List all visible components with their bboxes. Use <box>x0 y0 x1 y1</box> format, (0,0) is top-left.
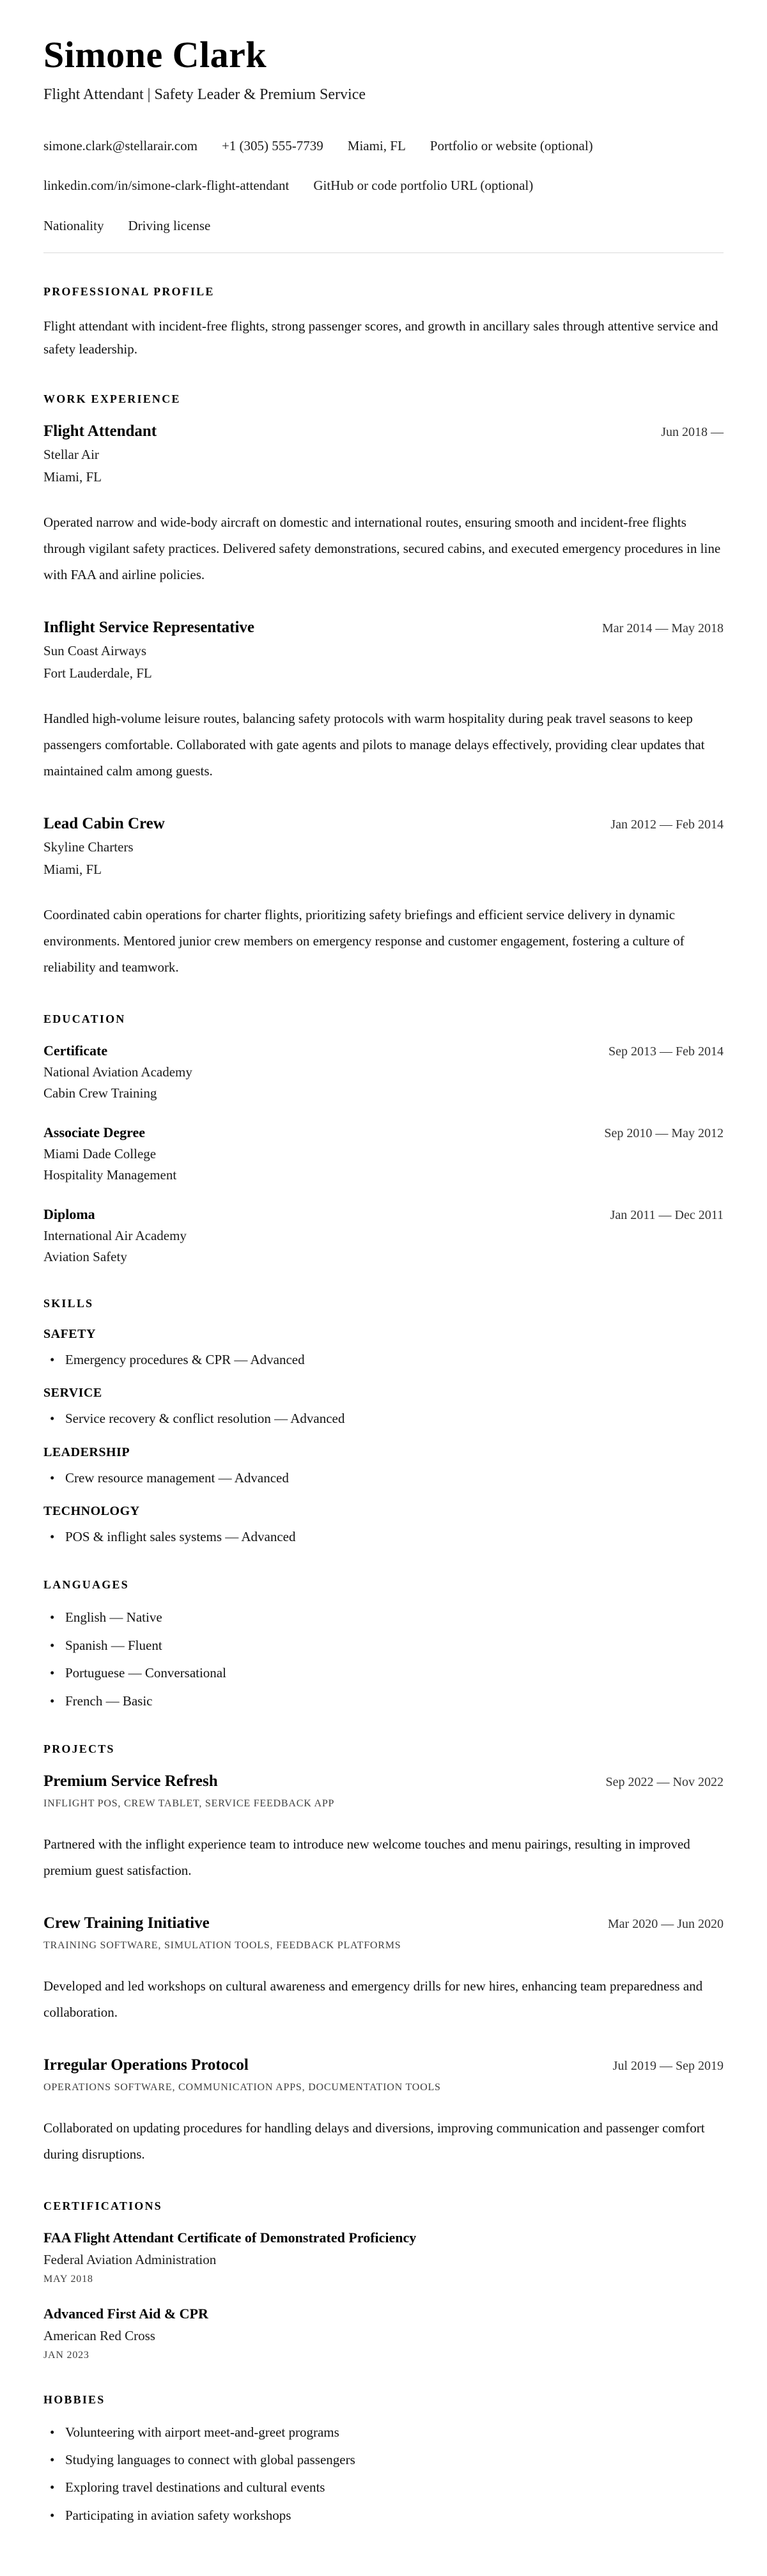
contact-row-2 <box>43 176 724 194</box>
skill-category: SERVICE <box>43 1386 102 1401</box>
header-divider <box>43 252 724 253</box>
project-tools: INFLIGHT POS, CREW TABLET, SERVICE FEEDBACK APP <box>43 1797 335 1809</box>
job-location: Miami, FL <box>43 861 102 877</box>
location: Miami, FL <box>347 137 406 153</box>
field-of-study: Hospitality Management <box>43 1167 177 1183</box>
work-entry <box>43 815 724 981</box>
job-description: Coordinated cabin operations for charter flights, prioritizing safety briefings and efficient service delivery in dynamic environments. Mentored junior crew members on emergency response and customer engagement, fostering a culture of reliability and teamwork. <box>43 906 685 975</box>
job-dates: Jun 2018 — <box>661 425 724 440</box>
degree: Certificate <box>43 1042 108 1059</box>
certification-date: MAY 2018 <box>43 2273 93 2285</box>
skill-list <box>43 1469 724 1487</box>
degree: Diploma <box>43 1206 95 1222</box>
section-heading-work: WORK EXPERIENCE <box>43 392 181 406</box>
work-entry-header <box>43 423 724 440</box>
certification-issuer: Federal Aviation Administration <box>43 2251 217 2267</box>
degree: Associate Degree <box>43 1124 146 1140</box>
section-heading-languages: LANGUAGES <box>43 1578 129 1592</box>
job-company: Sun Coast Airways <box>43 643 147 659</box>
skill-group-service <box>43 1386 724 1428</box>
skill-list <box>43 1528 724 1546</box>
project-title: Premium Service Refresh <box>43 1772 218 1790</box>
project-entry-header <box>43 1773 724 1790</box>
section-projects <box>43 1742 724 2168</box>
education-entry <box>43 1043 724 1101</box>
hobby-item: • Volunteering with airport meet-and-greet programs <box>43 2423 724 2442</box>
skill-category: LEADERSHIP <box>43 1445 130 1459</box>
project-tools: OPERATIONS SOFTWARE, COMMUNICATION APPS, DOCUMENTATION TOOLS <box>43 2081 441 2093</box>
hobby-item: • Participating in aviation safety workshops <box>43 2506 724 2525</box>
education-entry-header <box>43 1124 724 1141</box>
section-hobbies <box>43 2393 724 2526</box>
skill-group-technology <box>43 1504 724 1546</box>
section-professional-profile <box>43 285 724 361</box>
education-dates: Sep 2013 — Feb 2014 <box>608 1044 724 1059</box>
school: National Aviation Academy <box>43 1064 192 1080</box>
education-entry <box>43 1206 724 1265</box>
job-title: Inflight Service Representative <box>43 619 255 637</box>
certification-name: Advanced First Aid & CPR <box>43 2305 208 2322</box>
education-entry <box>43 1124 724 1183</box>
language-item: • Portuguese — Conversational <box>43 1664 724 1682</box>
email: simone.clark@stellarair.com <box>43 137 198 153</box>
project-dates: Mar 2020 — Jun 2020 <box>607 1916 724 1931</box>
job-description: Handled high-volume leisure routes, balancing safety protocols with warm hospitality during peak travel seasons to keep passengers comfortable. Collaborated with gate agents and pilots to manage delays effectively, providing clear updates that maintained calm among guests. <box>43 711 705 779</box>
section-education <box>43 1013 724 1265</box>
work-entry <box>43 619 724 784</box>
job-dates: Jan 2012 — Feb 2014 <box>610 817 724 832</box>
skill-category: TECHNOLOGY <box>43 1503 140 1518</box>
work-entry-header <box>43 815 724 833</box>
job-dates: Mar 2014 — May 2018 <box>602 621 724 636</box>
job-company: Skyline Charters <box>43 839 134 855</box>
work-entry <box>43 423 724 588</box>
school: International Air Academy <box>43 1227 187 1243</box>
certification-issuer: American Red Cross <box>43 2327 155 2343</box>
section-heading-projects: PROJECTS <box>43 1742 115 1755</box>
field-of-study: Aviation Safety <box>43 1248 127 1264</box>
skill-item: • Service recovery & conflict resolution — Advanced <box>43 1409 724 1428</box>
candidate-name: Simone Clark <box>43 34 267 75</box>
language-item: • English — Native <box>43 1608 724 1627</box>
education-entry-header <box>43 1206 724 1223</box>
phone: +1 (305) 555-7739 <box>221 137 323 153</box>
section-heading-profile: PROFESSIONAL PROFILE <box>43 284 215 298</box>
job-description: Operated narrow and wide-body aircraft on domestic and international routes, ensuring smooth and incident-free flights through vigilant safety practices. Delivered safety demonstrations, secured cabins, and executed emergency procedures in line with FAA and airline policies. <box>43 515 721 583</box>
project-description: Collaborated on updating procedures for handling delays and diversions, improving communication and passenger comfort during disruptions. <box>43 2120 705 2162</box>
driving-license-placeholder: Driving license <box>128 217 211 233</box>
github-placeholder: GitHub or code portfolio URL (optional) <box>313 178 534 194</box>
project-entry-header <box>43 1914 724 1932</box>
project-tools: TRAINING SOFTWARE, SIMULATION TOOLS, FEEDBACK PLATFORMS <box>43 1939 401 1951</box>
project-entry <box>43 1773 724 1884</box>
skill-item: • Emergency procedures & CPR — Advanced <box>43 1351 724 1369</box>
certification-name: FAA Flight Attendant Certificate of Demonstrated Proficiency <box>43 2229 417 2246</box>
school: Miami Dade College <box>43 1145 157 1161</box>
certification-date: JAN 2023 <box>43 2349 89 2361</box>
project-description: Partnered with the inflight experience team to introduce new welcome touches and menu pairings, resulting in improved premium guest satisfaction. <box>43 1836 690 1878</box>
portfolio-placeholder: Portfolio or website (optional) <box>430 137 593 153</box>
hobby-list <box>43 2423 724 2526</box>
job-location: Fort Lauderdale, FL <box>43 665 152 681</box>
skill-category: SAFETY <box>43 1326 96 1341</box>
contact-row-3 <box>43 217 724 235</box>
project-entry <box>43 1914 724 2026</box>
project-dates: Jul 2019 — Sep 2019 <box>612 2058 724 2073</box>
work-entry-header <box>43 619 724 637</box>
section-skills <box>43 1297 724 1547</box>
job-location: Miami, FL <box>43 469 102 485</box>
job-company: Stellar Air <box>43 447 99 463</box>
section-heading-certifications: CERTIFICATIONS <box>43 2199 162 2212</box>
certification-entry <box>43 2306 724 2361</box>
education-entry-header <box>43 1043 724 1059</box>
project-entry-header <box>43 2056 724 2074</box>
candidate-headline: Flight Attendant | Safety Leader & Premium Service <box>43 86 366 103</box>
linkedin-url: linkedin.com/in/simone-clark-flight-attendant <box>43 178 290 194</box>
nationality-placeholder: Nationality <box>43 217 104 233</box>
contact-row-1 <box>43 137 724 155</box>
hobby-item: • Studying languages to connect with global passengers <box>43 2451 724 2469</box>
skill-group-leadership <box>43 1445 724 1487</box>
section-work-experience <box>43 392 724 980</box>
section-heading-education: EDUCATION <box>43 1012 126 1025</box>
field-of-study: Cabin Crew Training <box>43 1085 157 1101</box>
profile-summary: Flight attendant with incident-free flights, strong passenger scores, and growth in ancillary sales through attentive service and safety leadership. <box>43 318 718 357</box>
project-title: Irregular Operations Protocol <box>43 2056 249 2074</box>
certification-entry <box>43 2230 724 2285</box>
skill-list <box>43 1409 724 1428</box>
skill-item: • POS & inflight sales systems — Advanced <box>43 1528 724 1546</box>
language-list <box>43 1608 724 1711</box>
education-dates: Sep 2010 — May 2012 <box>604 1126 724 1140</box>
section-languages <box>43 1578 724 1711</box>
project-description: Developed and led workshops on cultural awareness and emergency drills for new hires, enhancing team preparedness and collaboration. <box>43 1978 703 2020</box>
contact-info <box>43 137 724 235</box>
education-dates: Jan 2011 — Dec 2011 <box>610 1207 724 1222</box>
project-dates: Sep 2022 — Nov 2022 <box>605 1774 724 1789</box>
section-certifications <box>43 2200 724 2361</box>
section-heading-skills: SKILLS <box>43 1296 94 1310</box>
section-heading-hobbies: HOBBIES <box>43 2393 105 2406</box>
skill-list <box>43 1351 724 1369</box>
hobby-item: • Exploring travel destinations and cultural events <box>43 2478 724 2497</box>
project-entry <box>43 2056 724 2168</box>
job-title: Lead Cabin Crew <box>43 814 165 832</box>
language-item: • French — Basic <box>43 1692 724 1711</box>
project-title: Crew Training Initiative <box>43 1914 210 1932</box>
resume-header <box>43 35 724 235</box>
language-item: • Spanish — Fluent <box>43 1636 724 1655</box>
job-title: Flight Attendant <box>43 423 157 440</box>
skill-item: • Crew resource management — Advanced <box>43 1469 724 1487</box>
skill-group-safety <box>43 1327 724 1369</box>
